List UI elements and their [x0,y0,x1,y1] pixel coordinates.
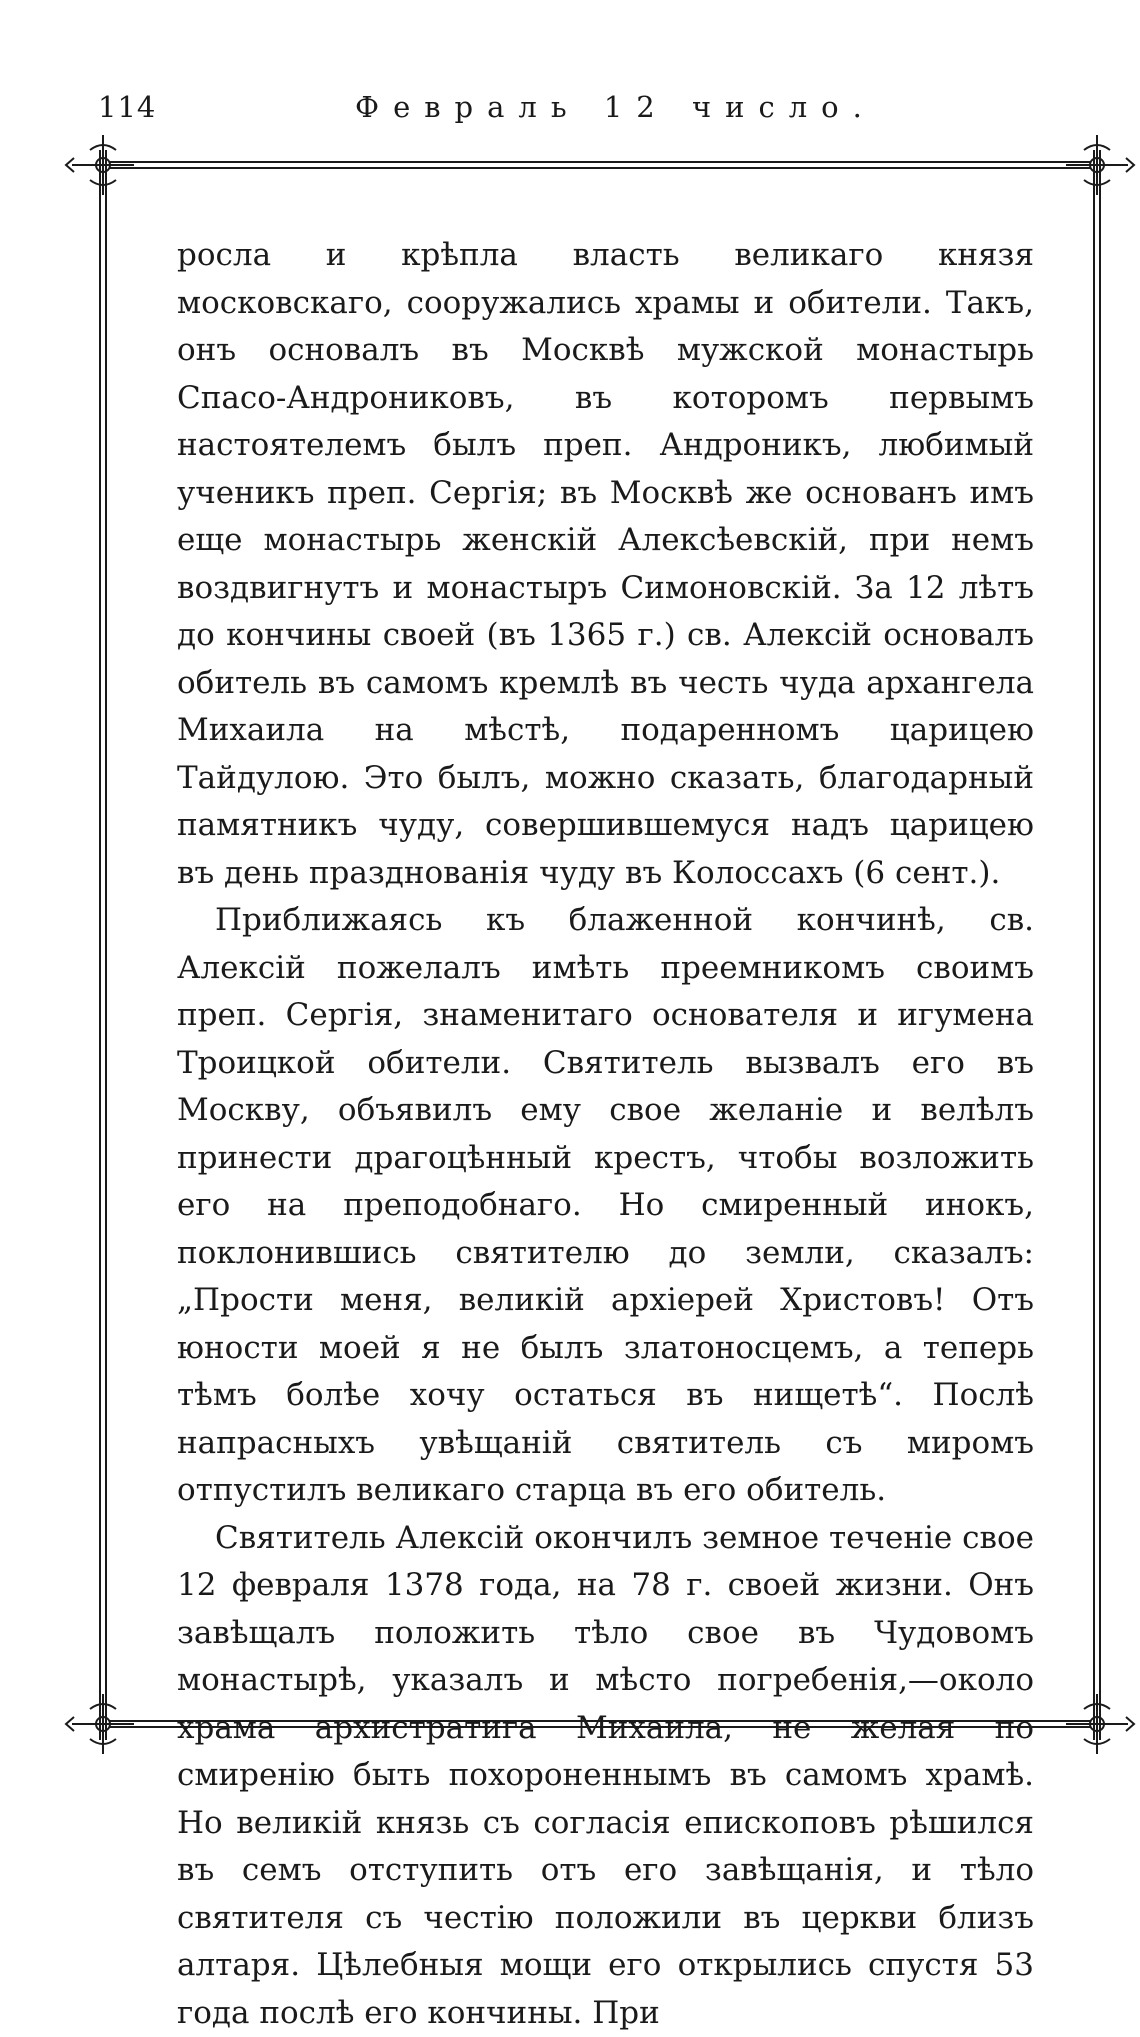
paragraph-3: Святитель Алексій окончилъ земное теченіе свое 12 февраля 1378 года, на 78 г. своей жизни. Онъ завѣщалъ положить тѣло свое въ Чудовомъ монастырѣ, указалъ и мѣсто погребенія,—около храма архистратига Михаила, не желая по смиренію быть похороненнымъ въ самомъ храмѣ. Но великій князь съ согласія епископовъ рѣшился въ семъ отступить отъ его завѣщанія, и тѣло святителя съ честію положили въ церкви близъ алтаря. Цѣлебныя мощи его открылись спустя 53 года послѣ его кончины. При [177,1515,1034,2037]
paragraph-1: росла и крѣпла власть великаго князя московскаго, сооружались храмы и обители. Такъ, онъ основалъ въ Москвѣ мужской монастырь Спасо-Андрониковъ, въ которомъ первымъ настоятелемъ былъ преп. Андроникъ, любимый ученикъ преп. Сергія; въ Москвѣ же основанъ имъ еще монастырь женскій Алексѣевскій, при немъ воздвигнутъ и монастыръ Симоновскій. За 12 лѣтъ до кончины своей (въ 1365 г.) св. Алексій основалъ обитель въ самомъ кремлѣ въ честь чуда архангела Михаила на мѣстѣ, подаренномъ царицею Тайдулою. Это былъ, можно сказать, благодарный памятникъ чуду, совершившемуся надъ царицею въ день празднованія чуду въ Колоссахъ (6 сент.). [177,232,1034,897]
paragraph-2: Приближаясь къ блаженной кончинѣ, св. Алексій пожелалъ имѣть преемникомъ своимъ преп. Сергія, знаменитаго основателя и игумена Троицкой обители. Святитель вызвалъ его въ Москву, объявилъ ему свое желаніе и велѣлъ принести драгоцѣнный крестъ, чтобы возложить его на преподобнаго. Но смиренный инокъ, поклонившись святителю до земли, сказалъ: „Прости меня, великій архіерей Христовъ! Отъ юности моей я не былъ златоносцемъ, а теперь тѣмъ болѣе хочу остаться въ нищетѣ“. Послѣ напрасныхъ увѣщаній святитель съ миромъ отпустилъ великаго старца въ его обитель. [177,897,1034,1515]
running-head: Февраль 12 число. [355,90,876,124]
body-text [177,232,1034,2037]
page-number: 114 [98,90,156,124]
